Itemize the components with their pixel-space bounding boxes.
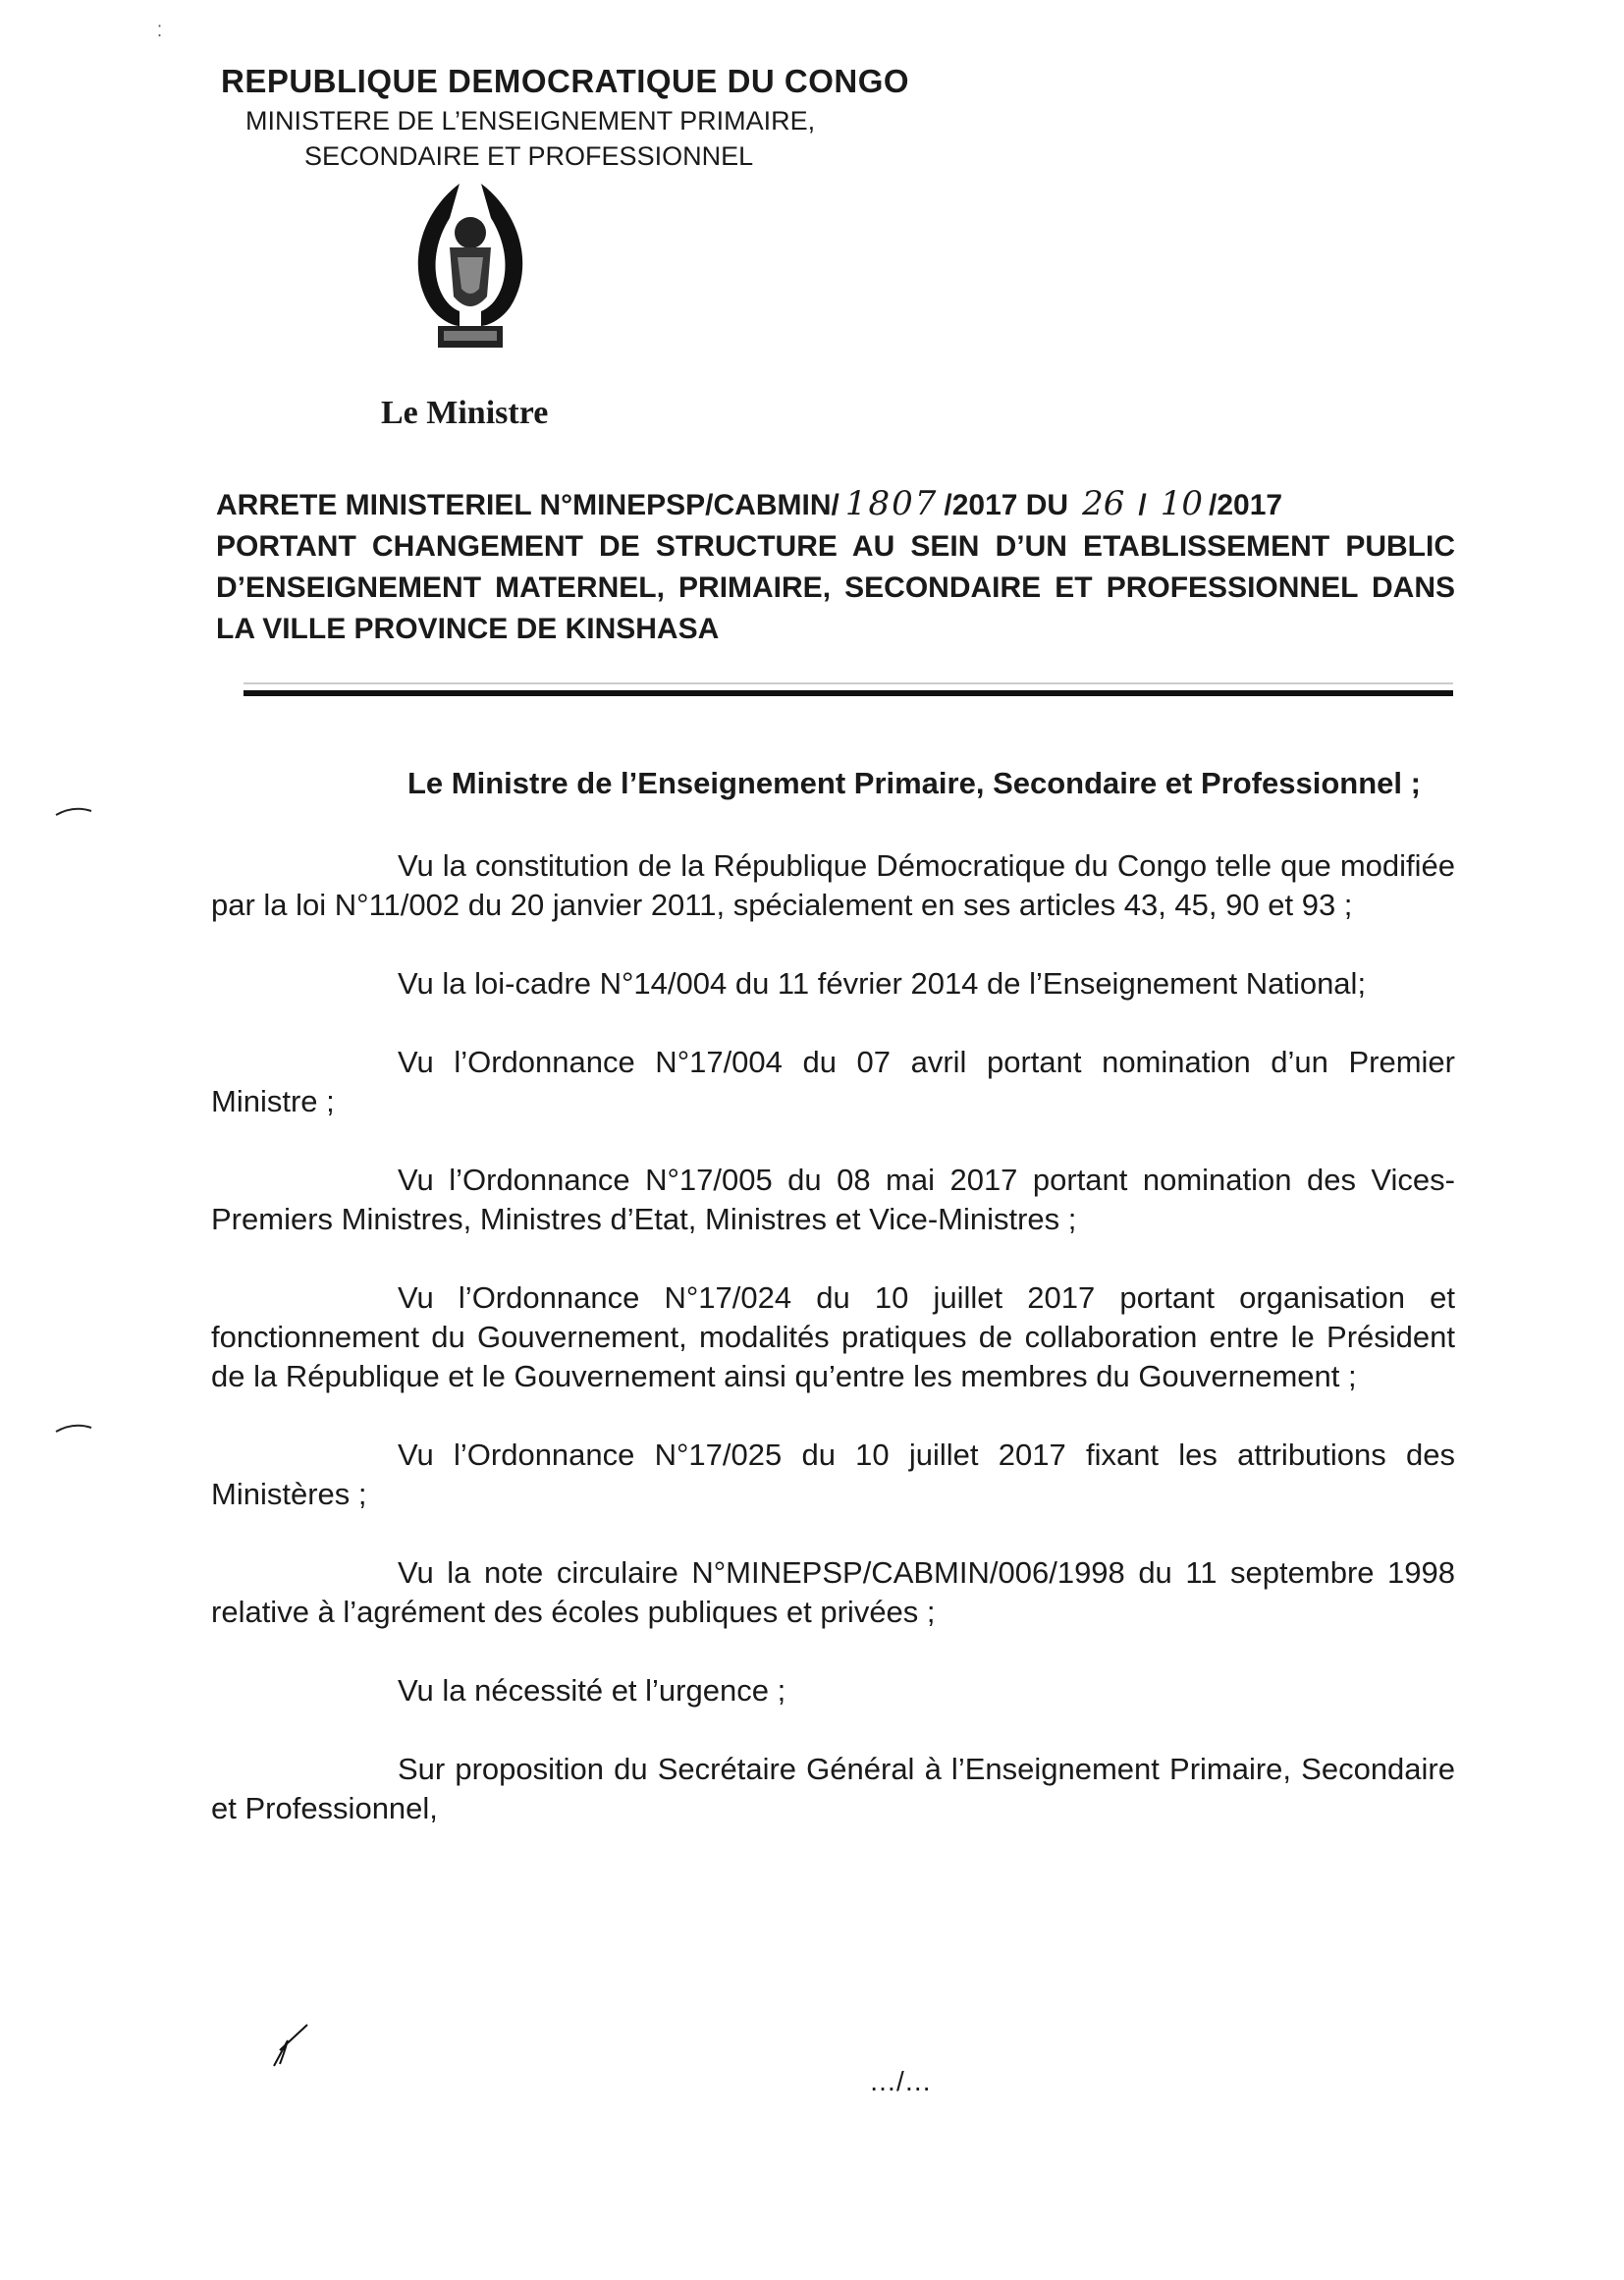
recital-ordinance-17-024: Vu l’Ordonnance N°17/024 du 10 juillet 2017 portant organisation et fonctionnement du Gouvernement, modalités pratiques de collaboration entre le Président de la République et le Gouvernement ainsi qu’entre les membres du Gouvernement ; <box>211 1280 1455 1393</box>
decree-date-end: /2017 <box>1208 489 1283 521</box>
handwritten-month: 10 <box>1160 484 1203 523</box>
office-title: Le Ministre <box>381 395 549 431</box>
title-rule <box>244 690 1453 696</box>
margin-mark <box>54 805 93 817</box>
decree-body <box>211 764 1455 1828</box>
minister-intro: Le Ministre de l’Enseignement Primaire, Secondaire et Professionnel ; <box>407 766 1421 800</box>
margin-mark <box>54 1422 93 1434</box>
recital-urgency: Vu la nécessité et l’urgence ; <box>398 1673 786 1708</box>
decree-title <box>216 483 1455 650</box>
recital-proposal: Sur proposition du Secrétaire Général à l’Enseignement Primaire, Secondaire et Professionnel, <box>211 1752 1455 1825</box>
page-continuation: …/… <box>869 2066 932 2096</box>
coat-of-arms-icon <box>401 179 540 365</box>
decree-subject: PORTANT CHANGEMENT DE STRUCTURE AU SEIN D’UN ETABLISSEMENT PUBLIC D’ENSEIGNEMENT MATERNEL, PRIMAIRE, SECONDAIRE ET PROFESSIONNEL DANS LA VILLE PROVINCE DE KINSHASA <box>216 530 1455 645</box>
scan-corner-mark: ⁚ <box>157 24 163 40</box>
decree-reference <box>216 483 1455 526</box>
date-separator: / <box>1138 489 1147 521</box>
decree-year: /2017 DU <box>944 489 1069 521</box>
title-rule-shadow <box>244 682 1453 684</box>
handwritten-initial-mark <box>270 2021 311 2070</box>
handwritten-decree-number: 1807 <box>844 484 939 523</box>
recital-ordinance-17-025: Vu l’Ordonnance N°17/025 du 10 juillet 2017 fixant les attributions des Ministères ; <box>211 1438 1455 1511</box>
recital-ordinance-17-005: Vu l’Ordonnance N°17/005 du 08 mai 2017 portant nomination des Vices-Premiers Ministres, Ministres d’Etat, Ministres et Vice-Ministres ; <box>211 1163 1455 1236</box>
recital-constitution: Vu la constitution de la République Démocratique du Congo telle que modifiée par la loi N°11/002 du 20 janvier 2011, spécialement en ses articles 43, 45, 90 et 93 ; <box>211 848 1455 922</box>
recital-framework-law: Vu la loi-cadre N°14/004 du 11 février 2014 de l’Enseignement National; <box>398 966 1367 1001</box>
ministry-line-2: SECONDAIRE ET PROFESSIONNEL <box>304 141 754 171</box>
country-heading: REPUBLIQUE DEMOCRATIQUE DU CONGO <box>221 63 910 99</box>
handwritten-day: 26 <box>1082 484 1125 523</box>
ministry-line-1: MINISTERE DE L’ENSEIGNEMENT PRIMAIRE, <box>245 106 816 136</box>
recital-circular-note: Vu la note circulaire N°MINEPSP/CABMIN/006/1998 du 11 septembre 1998 relative à l’agrément des écoles publiques et privées ; <box>211 1555 1455 1629</box>
decree-prefix: ARRETE MINISTERIEL N°MINEPSP/CABMIN/ <box>216 489 839 521</box>
ministry-heading <box>245 103 933 174</box>
recital-ordinance-17-004: Vu l’Ordonnance N°17/004 du 07 avril portant nomination d’un Premier Ministre ; <box>211 1045 1455 1118</box>
